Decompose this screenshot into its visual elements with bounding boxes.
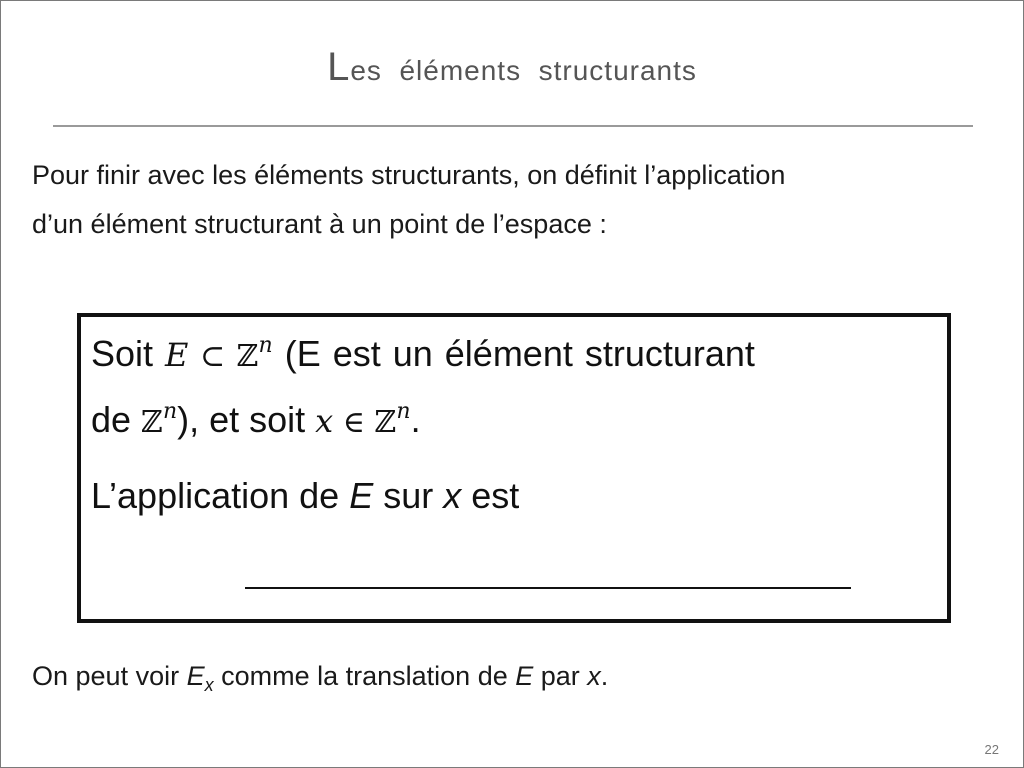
definition-line-3 [91,475,941,517]
soit-text: Soit [91,333,166,374]
application-pre-text: L’application de [91,475,350,516]
title-divider [53,125,973,127]
slide-title-rest: es éléments structurants [350,55,697,86]
de-text: de [91,399,142,440]
definition-paren-text: (E est un élément structurant [272,333,755,374]
outro-E: E [186,661,205,691]
fill-in-blank-line [245,587,851,589]
definition-line-1 [91,333,941,375]
math-Z-2: ℤ [141,405,163,440]
math-element-of: ∈ [333,405,375,440]
math-n-superscript-2: n [162,399,178,424]
intro-paragraph [32,151,1007,249]
italic-E: E [349,475,374,516]
outro-x: x [587,661,601,691]
intro-line-1: Pour finir avec les éléments structurants, on définit l’application [32,160,786,190]
outro-sentence [32,661,609,695]
math-E: E [165,336,189,374]
outro-par: par [533,661,588,691]
definition-box [77,313,951,623]
outro-pre: On peut voir [32,661,187,691]
outro-mid: comme la translation de [213,661,516,691]
sur-text: sur [373,475,444,516]
slide-title [1,45,1023,90]
math-Z-3: ℤ [374,405,397,440]
close-and-soit-text: ), et soit [177,399,316,440]
italic-x: x [443,475,462,516]
est-text: est [461,475,520,516]
slide-title-initial: L [327,45,351,89]
outro-x-subscript: x [204,675,214,695]
math-n-superscript: n [258,333,273,358]
math-x: x [315,402,334,440]
outro-E-2: E [515,661,534,691]
period-text: . [410,399,421,440]
math-subset: ⊂ [188,339,237,374]
page-number: 22 [984,742,999,757]
definition-line-2 [91,399,941,441]
intro-line-2: d’un élément structurant à un point de l’espace : [32,209,607,239]
math-n-superscript-3: n [396,399,411,424]
outro-period: . [600,661,609,691]
math-Z: ℤ [236,339,259,374]
